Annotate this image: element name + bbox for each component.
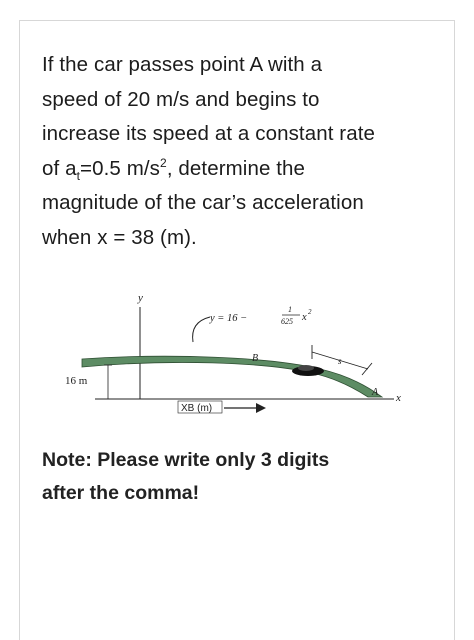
equation-left: y = 16 − <box>210 313 248 324</box>
equation-leader <box>193 317 210 342</box>
xb-label: XB (m) <box>181 403 213 414</box>
question-line-2: speed of 20 m/s and begins to <box>42 87 320 111</box>
xb-arrow-head <box>256 403 266 413</box>
accel-value: =0.5 m/s <box>80 156 161 180</box>
equation-numerator: 1 <box>288 305 292 314</box>
accel-exponent: 2 <box>160 155 167 170</box>
question-line-5: magnitude of the car’s acceleration <box>42 191 364 214</box>
s-label: s <box>338 356 342 366</box>
question-line-4 <box>42 155 306 183</box>
accel-symbol: of a <box>42 156 77 180</box>
s-marker-end <box>362 363 372 375</box>
equation-exponent: 2 <box>308 308 312 316</box>
point-b-label: B <box>252 353 259 364</box>
road-figure <box>50 287 420 427</box>
road-band <box>82 356 382 397</box>
question-line-3: increase its speed at a constant rate <box>42 122 376 145</box>
height-label: 16 m <box>65 375 88 387</box>
point-a-label: A <box>372 387 379 398</box>
question-text <box>42 48 432 255</box>
note-line-2: after the comma! <box>42 482 200 504</box>
accel-subscript: t <box>76 168 81 183</box>
question-line-6: when x = 38 (m). <box>42 225 197 249</box>
equation-variable: x <box>302 312 307 323</box>
equation-denominator: 625 <box>281 317 293 326</box>
question-line-1: If the car passes point A with a <box>42 53 323 76</box>
note-line-1: Note: Please write only 3 digits <box>42 449 330 471</box>
question-line-4-end: , determine the <box>166 156 306 180</box>
note-text <box>42 444 432 510</box>
y-axis-label: y <box>138 292 143 304</box>
x-axis-label: x <box>396 392 401 404</box>
